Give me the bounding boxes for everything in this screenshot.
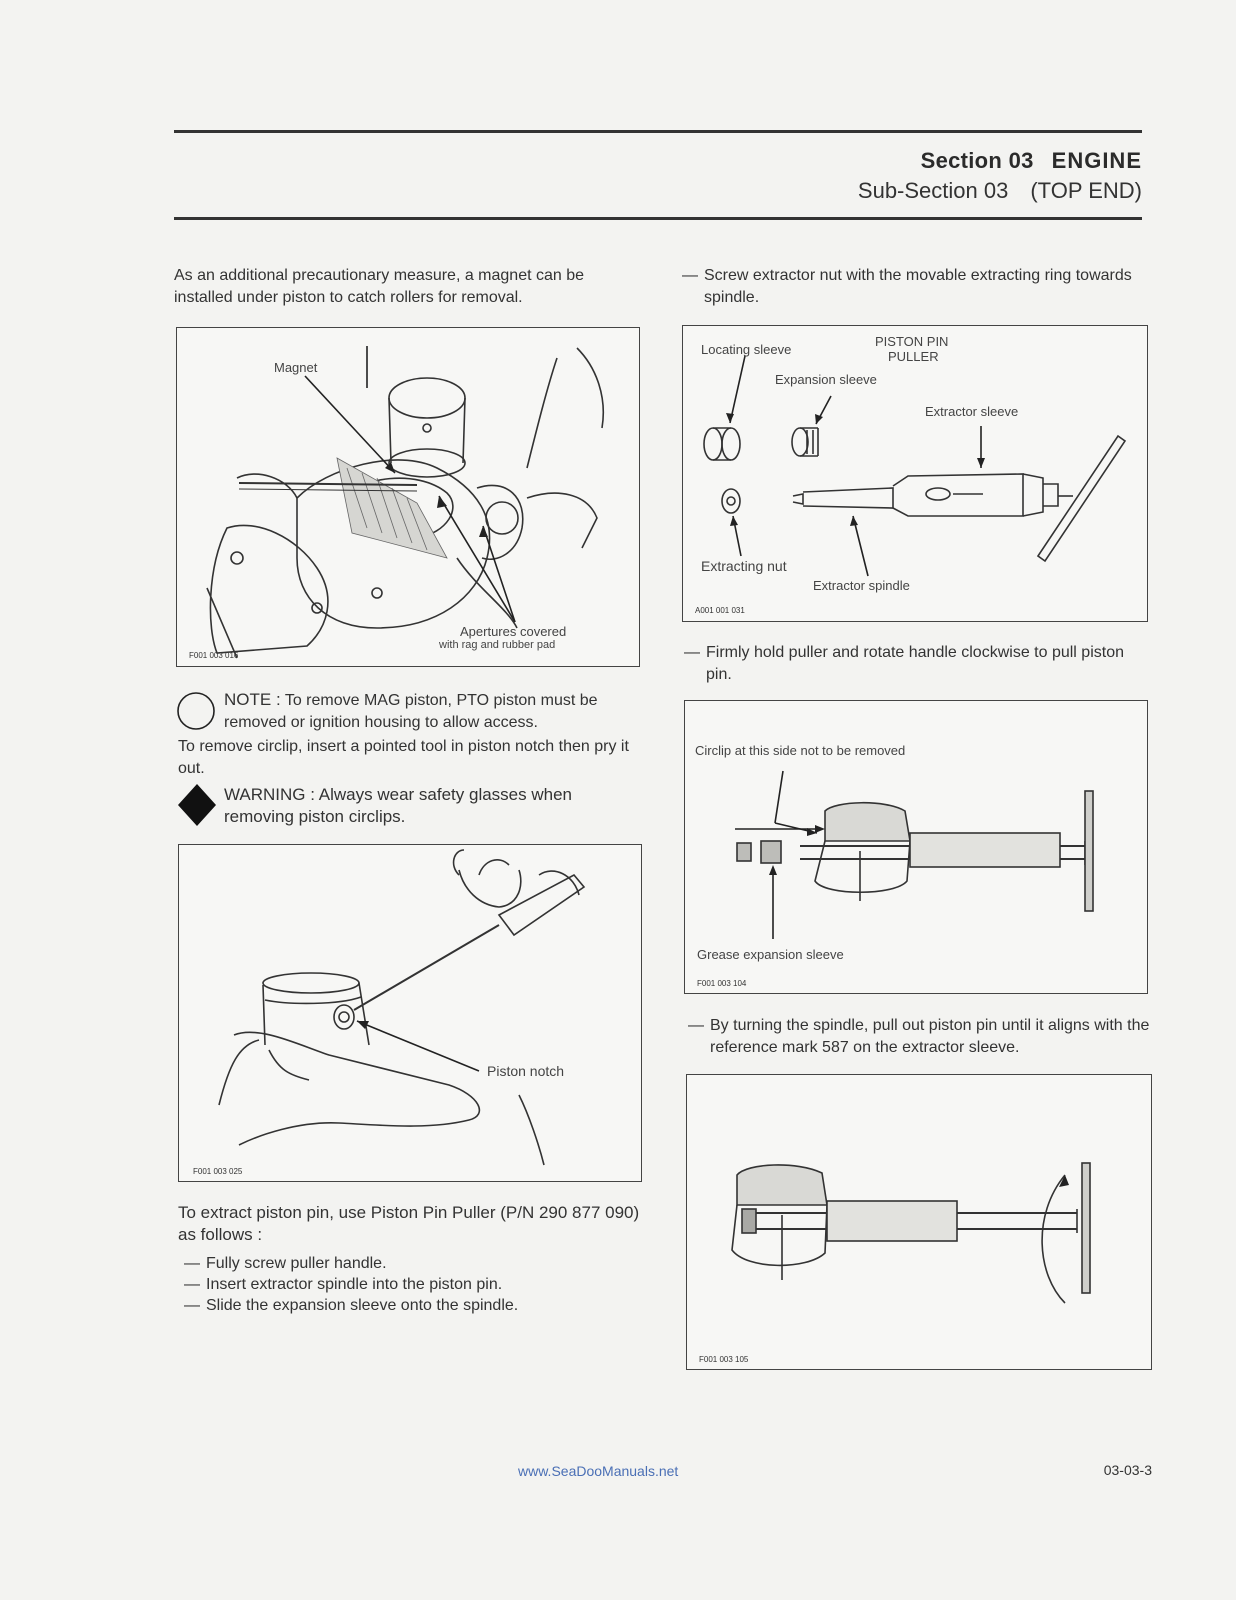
step-dash: — bbox=[682, 267, 698, 284]
label-locating-sleeve: Locating sleeve bbox=[701, 342, 792, 357]
header-top-rule bbox=[174, 130, 1142, 133]
note-circle-icon bbox=[176, 691, 218, 733]
step-dash: — bbox=[688, 1017, 704, 1034]
figure-code: A001 001 031 bbox=[695, 606, 745, 615]
figure-pull-out-pin bbox=[686, 1074, 1152, 1370]
footer-url[interactable]: www.SeaDooManuals.net bbox=[518, 1463, 679, 1479]
label-apertures-1: Apertures covered bbox=[460, 624, 567, 639]
figure-magnet-under-piston bbox=[176, 327, 640, 667]
label-extractor-sleeve: Extractor sleeve bbox=[925, 404, 1019, 419]
piston-pull-illustration bbox=[687, 1075, 1151, 1369]
step-screw: Screw extractor nut with the movable extracting ring towards spindle. bbox=[704, 267, 1132, 306]
puller-parts-illustration bbox=[683, 326, 1147, 621]
figure-code: F001 003 016 bbox=[189, 651, 239, 660]
label-grease-sleeve: Grease expansion sleeve bbox=[697, 947, 844, 962]
engine-illustration bbox=[177, 328, 639, 666]
label-extracting-nut: Extracting nut bbox=[701, 558, 787, 574]
section-name: ENGINE bbox=[1051, 148, 1142, 173]
note-block bbox=[224, 689, 640, 734]
step-dash: — bbox=[184, 1297, 200, 1314]
label-puller-title-1: PISTON PIN bbox=[875, 334, 949, 349]
step-dash: — bbox=[184, 1255, 200, 1272]
label-piston-notch: Piston notch bbox=[487, 1063, 565, 1079]
subsection-number: Sub-Section 03 bbox=[857, 178, 1009, 203]
figure-piston-pin-puller bbox=[682, 325, 1148, 622]
figure-code: F001 003 105 bbox=[699, 1355, 749, 1364]
label-magnet: Magnet bbox=[274, 360, 318, 375]
header-bottom-rule bbox=[174, 217, 1142, 220]
figure-code: F001 003 104 bbox=[697, 979, 747, 988]
figure-code: F001 003 025 bbox=[193, 1167, 243, 1176]
page-number: 03-03-3 bbox=[1103, 1462, 1152, 1478]
label-extractor-spindle: Extractor spindle bbox=[813, 578, 910, 593]
step-hold: Firmly hold puller and rotate handle clockwise to pull piston pin. bbox=[706, 644, 1124, 683]
intro-paragraph: As an additional precautionary measure, a magnet can be installed under piston to catch rollers for removal. bbox=[174, 267, 585, 306]
step-dash: — bbox=[684, 644, 700, 661]
figure-piston-notch bbox=[178, 844, 642, 1182]
extract-paragraph: To extract piston pin, use Piston Pin Puller (P/N 290 877 090) as follows : bbox=[178, 1203, 640, 1244]
subsection-name: (TOP END) bbox=[1030, 178, 1142, 203]
label-apertures-2: with rag and rubber pad bbox=[439, 639, 556, 651]
step-dash: — bbox=[184, 1276, 200, 1293]
section-title bbox=[921, 148, 1142, 174]
circlip-paragraph: To remove circlip, insert a pointed tool in piston notch then pry it out. bbox=[178, 738, 629, 777]
warning-label: WARNING : bbox=[224, 785, 315, 804]
step-item: Fully screw puller handle. bbox=[206, 1255, 387, 1272]
subsection-title bbox=[858, 178, 1142, 204]
label-expansion-sleeve: Expansion sleeve bbox=[775, 372, 877, 387]
piston-in-hand-illustration bbox=[179, 845, 641, 1181]
step-item: Slide the expansion sleeve onto the spindle. bbox=[206, 1297, 519, 1314]
label-puller-title-2: PULLER bbox=[888, 349, 939, 364]
warning-text: Always wear safety glasses when removing piston circlips. bbox=[224, 785, 573, 826]
note-label: NOTE : bbox=[224, 690, 281, 709]
step-item: Insert extractor spindle into the piston pin. bbox=[206, 1276, 503, 1293]
warning-diamond-icon bbox=[176, 782, 218, 828]
note-text: To remove MAG piston, PTO piston must be removed or ignition housing to allow access. bbox=[224, 692, 598, 731]
section-number: Section 03 bbox=[920, 148, 1034, 173]
label-circlip-side: Circlip at this side not to be removed bbox=[695, 743, 906, 758]
step-turn: By turning the spindle, pull out piston pin until it aligns with the reference mark 587 on the extractor sleeve. bbox=[710, 1017, 1150, 1056]
warning-block bbox=[224, 784, 640, 828]
figure-circlip-side bbox=[684, 700, 1148, 994]
